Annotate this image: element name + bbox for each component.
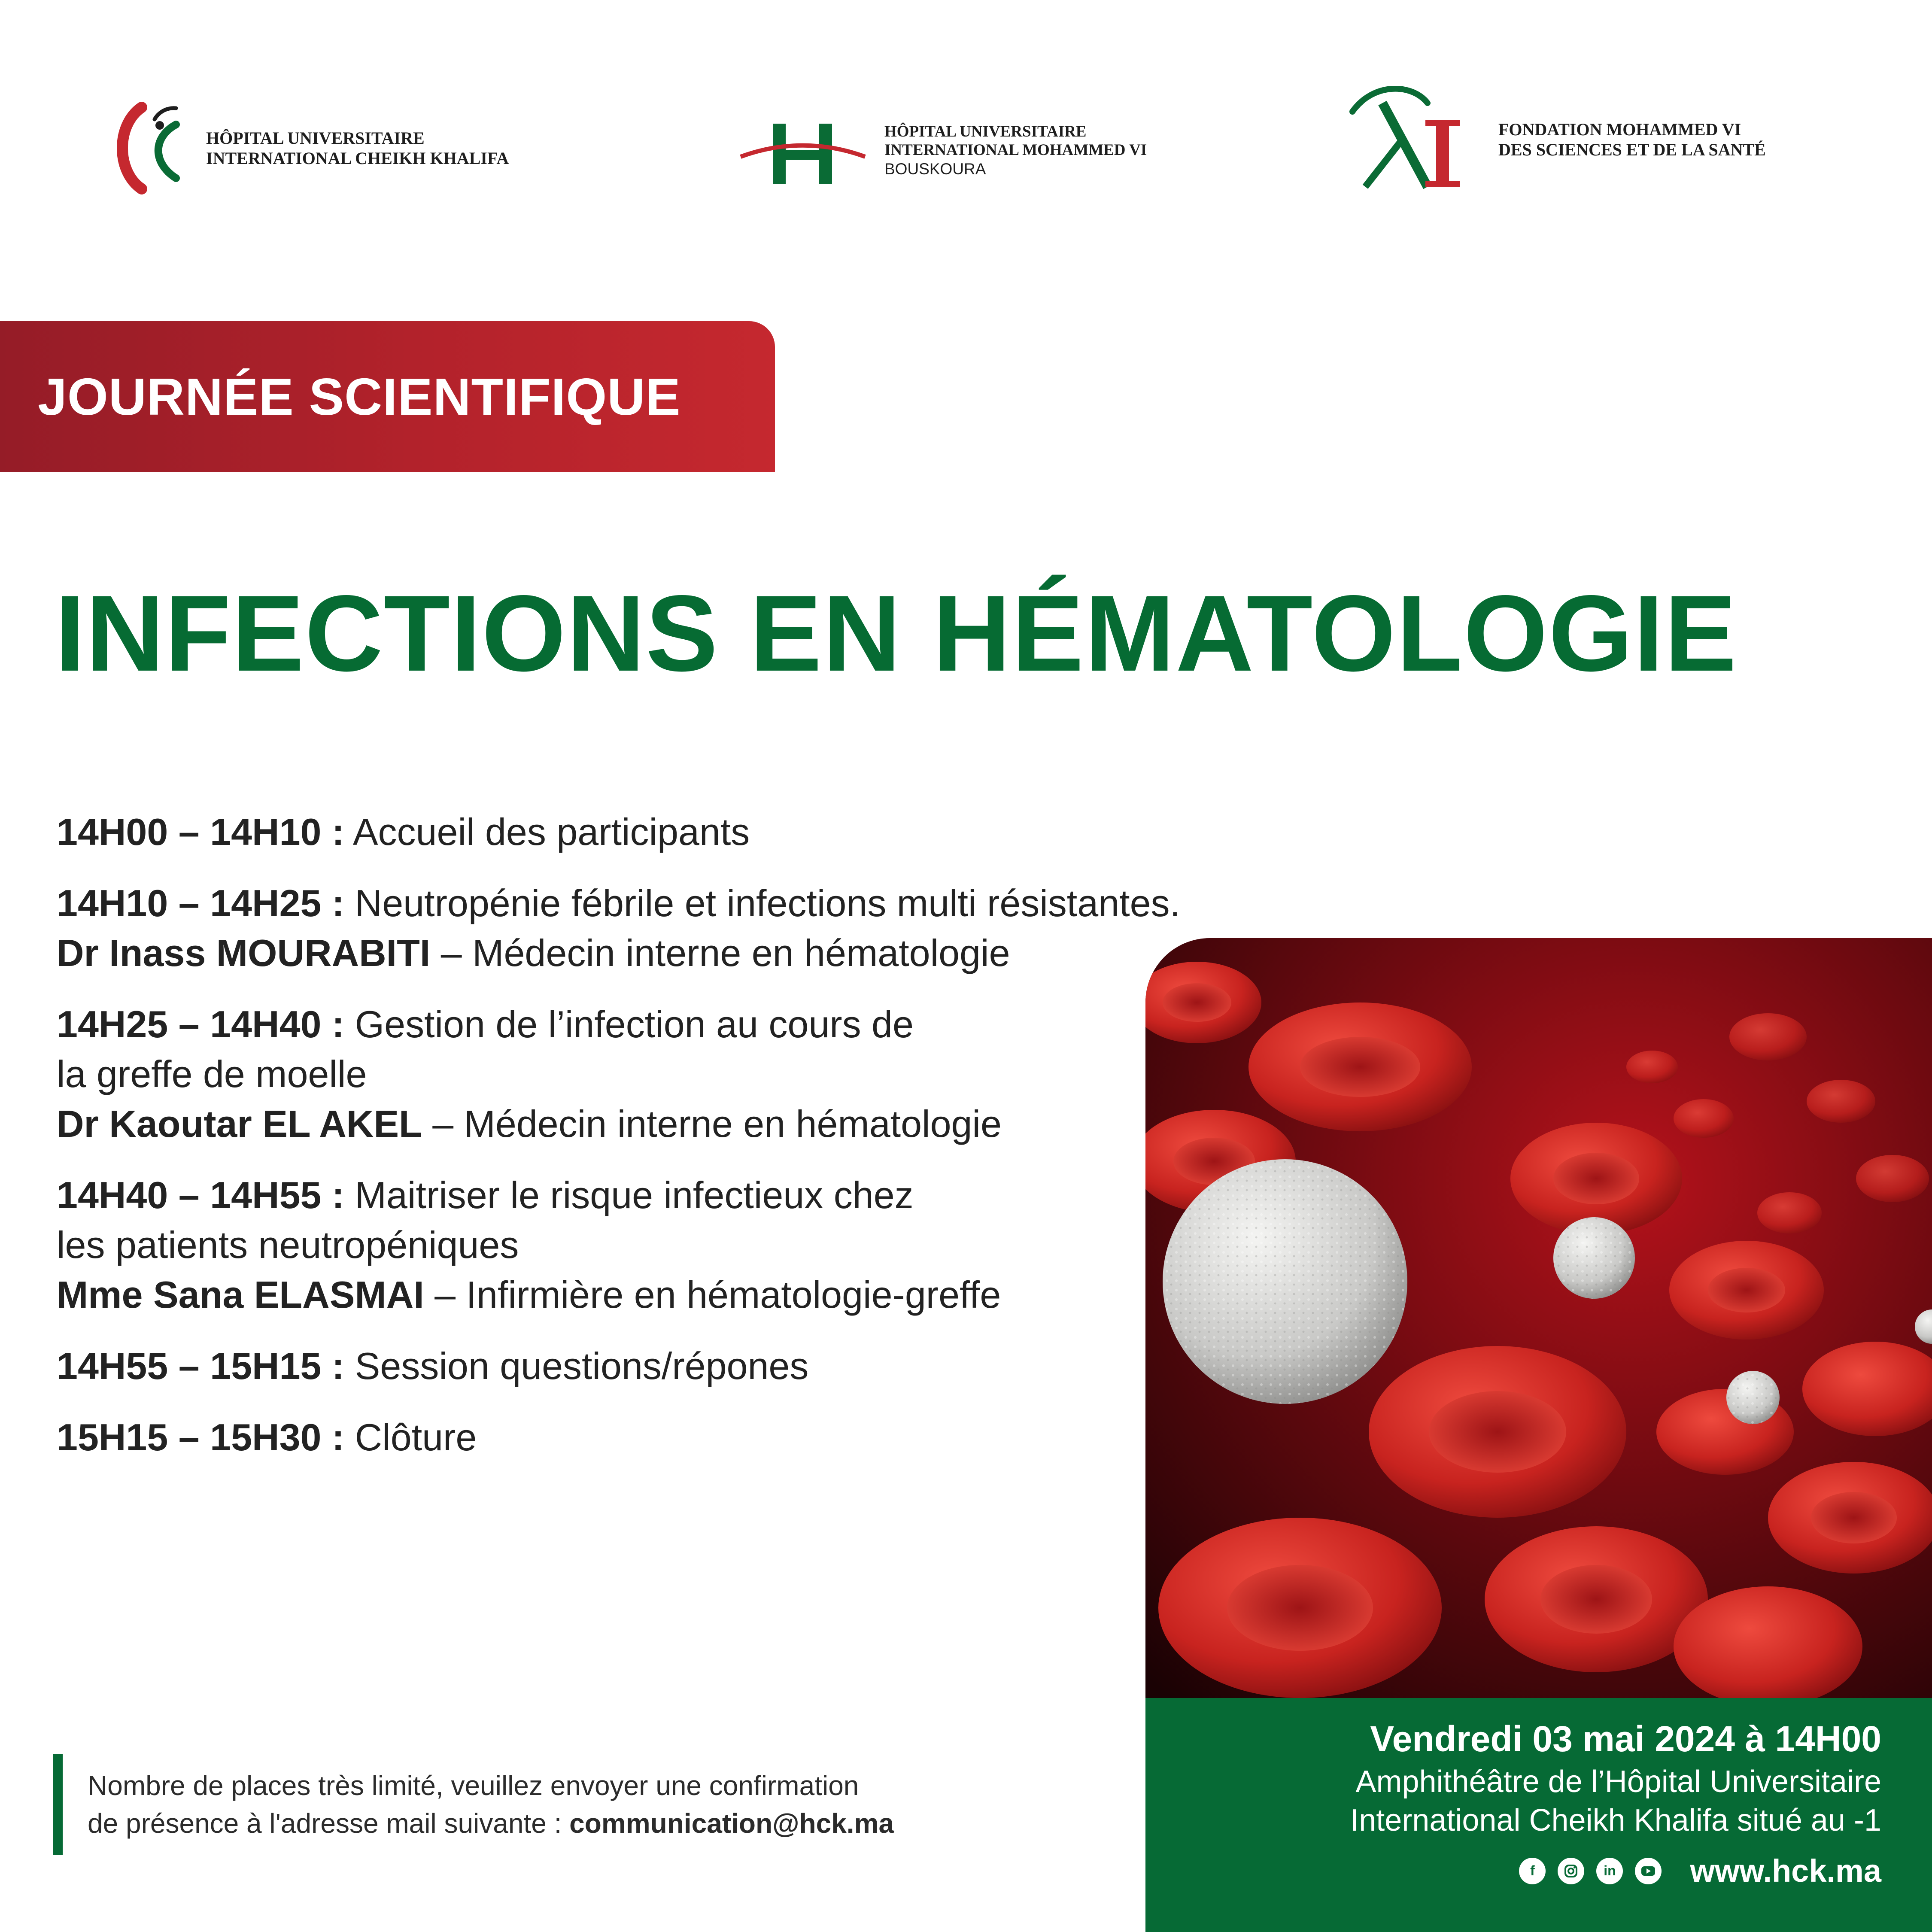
session-time: 14H10 – 14H25 : bbox=[57, 882, 345, 924]
fondation-logo-text bbox=[1498, 119, 1766, 160]
blood-cells-illustration bbox=[1145, 938, 1932, 1698]
speaker-role: – Infirmière en hématologie-greffe bbox=[424, 1273, 1001, 1316]
session-title: Neutropénie fébrile et infections multi résistantes. bbox=[344, 882, 1180, 924]
fondation-logo-line: DES SCIENCES ET DE LA SANTÉ bbox=[1498, 140, 1766, 159]
event-venue: Amphithéâtre de l’Hôpital Universitaire bbox=[1355, 1765, 1881, 1799]
notice-text: de présence à l'adresse mail suivante : bbox=[88, 1807, 570, 1839]
session-title: Gestion de l’infection au cours de bbox=[344, 1003, 914, 1045]
m6-logo-line: HÔPITAL UNIVERSITAIRE bbox=[884, 122, 1087, 140]
hck-logo bbox=[112, 99, 509, 197]
program-session bbox=[57, 878, 1366, 928]
instagram-icon[interactable] bbox=[1558, 1858, 1584, 1884]
speaker-role: – Médecin interne en hématologie bbox=[430, 932, 1010, 974]
event-info-panel bbox=[1145, 1698, 1932, 1932]
speaker-name: Dr Kaoutar EL AKEL bbox=[57, 1103, 422, 1145]
m6-emblem-icon bbox=[738, 116, 867, 185]
session-title-continued: la greffe de moelle bbox=[57, 1053, 367, 1095]
speaker-role: – Médecin interne en hématologie bbox=[422, 1103, 1002, 1145]
m6-logo bbox=[738, 116, 1147, 185]
session-title: Session questions/répones bbox=[344, 1345, 809, 1387]
white-cell-medium bbox=[1553, 1217, 1635, 1299]
notice-line bbox=[88, 1804, 894, 1842]
hck-logo-line: HÔPITAL UNIVERSITAIRE bbox=[206, 128, 425, 148]
program-session bbox=[57, 807, 1366, 857]
m6-logo-line: BOUSKOURA bbox=[884, 160, 986, 178]
m6-logo-text bbox=[884, 122, 1147, 179]
fondation-logo-line: FONDATION MOHAMMED VI bbox=[1498, 119, 1741, 139]
session-title: Clôture bbox=[344, 1416, 477, 1458]
white-cell-small bbox=[1726, 1371, 1780, 1424]
session-time: 14H00 – 14H10 : bbox=[57, 811, 345, 853]
event-venue: International Cheikh Khalifa situé au -1 bbox=[1350, 1803, 1881, 1838]
event-date: Vendredi 03 mai 2024 à 14H00 bbox=[1370, 1719, 1881, 1759]
session-time: 14H40 – 14H55 : bbox=[57, 1174, 345, 1216]
hck-emblem-icon bbox=[112, 99, 193, 197]
white-cell-large bbox=[1163, 1159, 1407, 1404]
event-type-label: JOURNÉE SCIENTIFIQUE bbox=[38, 368, 681, 426]
contact-email-link[interactable]: communication@hck.ma bbox=[569, 1807, 894, 1839]
registration-notice bbox=[53, 1754, 894, 1855]
fondation-logo bbox=[1348, 86, 1766, 193]
event-footer bbox=[1519, 1853, 1881, 1889]
session-time: 14H55 – 15H15 : bbox=[57, 1345, 345, 1387]
hck-logo-text bbox=[206, 128, 509, 168]
linkedin-icon[interactable]: in bbox=[1596, 1858, 1623, 1884]
facebook-icon[interactable]: f bbox=[1519, 1858, 1546, 1884]
speaker-name: Mme Sana ELASMAI bbox=[57, 1273, 424, 1316]
youtube-icon[interactable] bbox=[1635, 1858, 1662, 1884]
hck-logo-line: INTERNATIONAL CHEIKH KHALIFA bbox=[206, 149, 509, 168]
website-link[interactable]: www.hck.ma bbox=[1690, 1853, 1881, 1889]
session-title: Accueil des participants bbox=[344, 811, 750, 853]
session-time: 15H15 – 15H30 : bbox=[57, 1416, 345, 1458]
speaker-name: Dr Inass MOURABITI bbox=[57, 932, 431, 974]
event-title: INFECTIONS EN HÉMATOLOGIE bbox=[55, 573, 1738, 694]
fondation-emblem-icon bbox=[1348, 86, 1485, 193]
event-type-badge bbox=[0, 321, 775, 472]
session-title-continued: les patients neutropéniques bbox=[57, 1224, 519, 1266]
session-title: Maitriser le risque infectieux chez bbox=[344, 1174, 914, 1216]
m6-logo-line: INTERNATIONAL MOHAMMED VI bbox=[884, 141, 1147, 159]
session-time: 14H25 – 14H40 : bbox=[57, 1003, 345, 1045]
notice-line: Nombre de places très limité, veuillez envoyer une confirmation bbox=[88, 1770, 859, 1801]
